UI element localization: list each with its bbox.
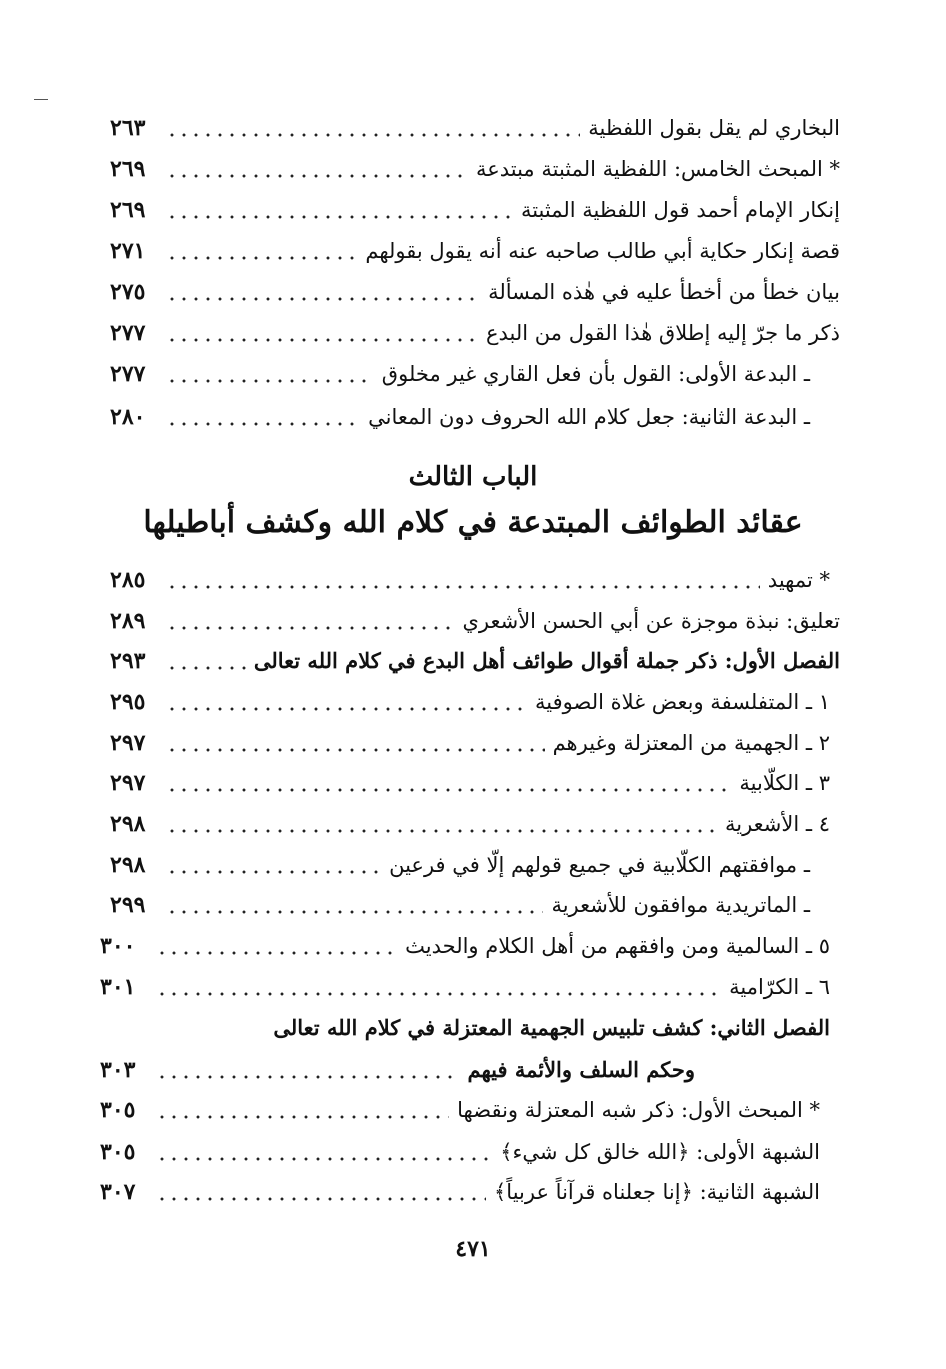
entry-title: وحكم السلف والأئمة فيهم xyxy=(467,1057,695,1082)
entry-title: ـ الماتريدية موافقون للأشعرية xyxy=(551,893,810,917)
dot-leader xyxy=(166,108,580,148)
entry-title: ٢ ـ الجهمية من المعتزلة وغيرهم xyxy=(552,731,830,755)
entry-title: * المبحث الخامس: اللفظية المثبتة مبتدعة xyxy=(475,157,840,181)
toc-entry xyxy=(110,149,840,189)
entry-title: بيان خطأ من أخطأ عليه في هٰذه المسألة xyxy=(488,280,840,304)
entry-page: ٢٧٧ xyxy=(110,361,146,387)
dot-leader xyxy=(166,804,717,844)
entry-title: الفصل الأول: ذكر جملة أقوال طوائف أهل البدع في كلام الله تعالى xyxy=(253,648,840,673)
dot-leader xyxy=(166,560,760,600)
entry-title: قصة إنكار حكاية أبي طالب صاحبه عنه أنه يقول بقولهم xyxy=(365,239,840,263)
dot-leader xyxy=(166,723,545,763)
toc-entry xyxy=(110,190,840,230)
toc-entry xyxy=(110,641,840,681)
entry-title: ذكر ما جرّ إليه إطلاق هٰذا القول من البدع xyxy=(485,321,840,345)
entry-page: ٢٦٩ xyxy=(110,197,146,223)
toc-entry xyxy=(100,1050,695,1090)
entry-page: ٣٠٥ xyxy=(100,1139,136,1165)
toc-entry xyxy=(110,601,840,641)
entry-title: البخاري لم يقل بقول اللفظية xyxy=(588,116,840,140)
entry-page: ٢٧٧ xyxy=(110,320,146,346)
dot-leader xyxy=(166,763,731,803)
entry-title: ـ البدعة الأولى: القول بأن فعل القاري غير مخلوق xyxy=(381,362,810,386)
dot-leader xyxy=(156,1050,459,1090)
entry-title: ٤ ـ الأشعرية xyxy=(724,812,830,836)
toc-entry xyxy=(110,763,830,803)
toc-entry xyxy=(110,108,840,148)
entry-page: ٣٠٠ xyxy=(100,933,136,959)
entry-title: * المبحث الأول: ذكر شبه المعتزلة ونقضها xyxy=(457,1098,820,1122)
entry-page: ٢٧٥ xyxy=(110,279,146,305)
entry-page: ٢٩٣ xyxy=(110,648,146,674)
dot-leader xyxy=(166,190,513,230)
entry-title: * تمهيد xyxy=(767,568,830,592)
entry-title: تعليق: نبذة موجزة عن أبي الحسن الأشعري xyxy=(462,609,840,633)
toc-entry xyxy=(100,1090,820,1130)
toc-entry xyxy=(110,231,840,271)
dot-leader xyxy=(166,354,374,394)
margin-mark xyxy=(34,99,48,100)
toc-entry xyxy=(100,967,830,1007)
entry-page: ٢٨٠ xyxy=(110,404,146,430)
dot-leader xyxy=(166,149,468,189)
page-number: ٤٧١ xyxy=(455,1236,491,1262)
dot-leader xyxy=(166,601,454,641)
toc-entry xyxy=(110,845,810,885)
toc-entry xyxy=(110,682,830,722)
entry-title: ـ البدعة الثانية: جعل كلام الله الحروف دون المعاني xyxy=(368,405,810,429)
entry-page: ٣٠١ xyxy=(100,974,136,1000)
dot-leader xyxy=(156,1172,486,1212)
entry-title: ٣ ـ الكلّابية xyxy=(739,771,830,795)
toc-entry xyxy=(110,354,810,394)
entry-page: ٢٩٥ xyxy=(110,689,146,715)
entry-page: ٢٦٣ xyxy=(110,115,146,141)
dot-leader xyxy=(166,641,246,681)
entry-title: ١ ـ المتفلسفة وبعض غلاة الصوفية xyxy=(535,690,830,714)
entry-page: ٢٩٧ xyxy=(110,770,146,796)
toc-entry xyxy=(110,804,830,844)
entry-page: ٣٠٧ xyxy=(100,1179,136,1205)
dot-leader xyxy=(166,313,478,353)
toc-entry xyxy=(110,560,830,600)
dot-leader xyxy=(166,885,543,925)
dot-leader xyxy=(156,1132,492,1172)
entry-page: ٢٧١ xyxy=(110,238,146,264)
toc-entry xyxy=(100,1132,820,1172)
toc-entry xyxy=(100,1008,830,1048)
entry-page: ٢٩٨ xyxy=(110,811,146,837)
entry-title: الشبهة الثانية: ﴿إنا جعلناه قرآناً عربياً﴾ xyxy=(494,1180,820,1204)
chapter-subheading: عقائد الطوائف المبتدعة في كلام الله وكشف أباطيلها xyxy=(143,505,803,540)
toc-entry xyxy=(100,926,830,966)
toc-entry xyxy=(100,1172,820,1212)
toc-entry xyxy=(110,272,840,312)
entry-title: ـ موافقتهم الكلّابية في جميع قولهم إلّا في فرعين xyxy=(389,853,810,877)
dot-leader xyxy=(166,272,480,312)
dot-leader xyxy=(166,682,527,722)
entry-title: إنكار الإمام أحمد قول اللفظية المثبتة xyxy=(520,198,840,222)
chapter-heading: الباب الثالث xyxy=(408,462,538,492)
entry-title: الشبهة الأولى: ﴿الله خالق كل شيء﴾ xyxy=(500,1140,820,1164)
entry-page: ٢٨٩ xyxy=(110,608,146,634)
dot-leader xyxy=(156,967,721,1007)
entry-page: ٢٦٩ xyxy=(110,156,146,182)
entry-page: ٢٩٩ xyxy=(110,892,146,918)
toc-entry xyxy=(110,397,810,437)
entry-page: ٢٩٧ xyxy=(110,730,146,756)
entry-page: ٢٩٨ xyxy=(110,852,146,878)
dot-leader xyxy=(166,231,357,271)
entry-page: ٣٠٥ xyxy=(100,1097,136,1123)
entry-page: ٣٠٣ xyxy=(100,1057,136,1083)
entry-title: ٦ ـ الكرّامية xyxy=(729,975,830,999)
dot-leader xyxy=(166,845,381,885)
entry-title: الفصل الثاني: كشف تلبيس الجهمية المعتزلة في كلام الله تعالى xyxy=(273,1015,830,1040)
toc-entry xyxy=(110,885,810,925)
dot-leader xyxy=(166,397,360,437)
dot-leader xyxy=(156,926,397,966)
toc-entry xyxy=(110,723,830,763)
entry-title: ٥ ـ السالمية ومن وافقهم من أهل الكلام والحديث xyxy=(405,934,830,958)
dot-leader xyxy=(156,1090,449,1130)
entry-page: ٢٨٥ xyxy=(110,567,146,593)
toc-entry xyxy=(110,313,840,353)
